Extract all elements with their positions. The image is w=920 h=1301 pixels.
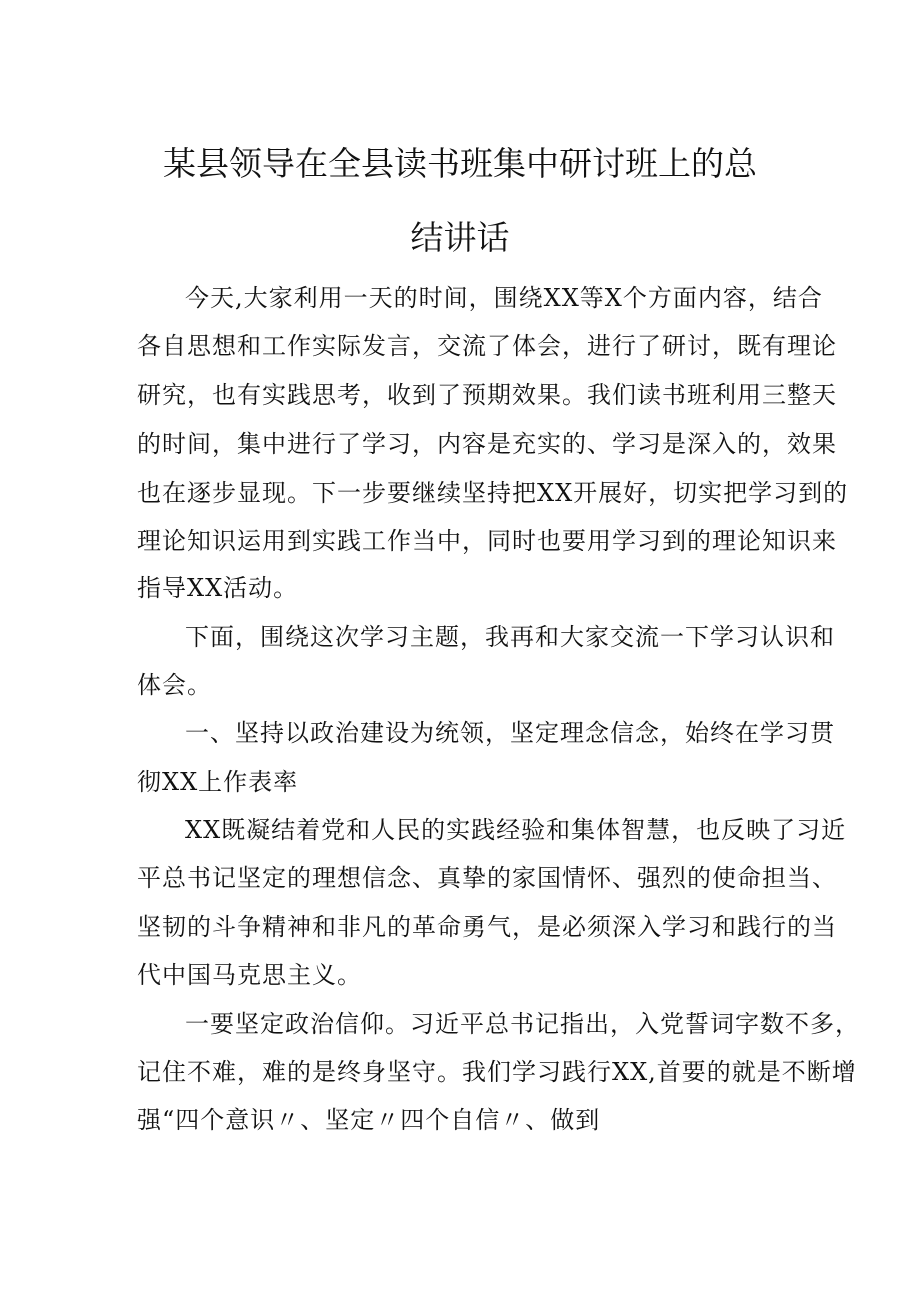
paragraph-2-line-1: 下面，围绕这次学习主题，我再和大家交流一下学习认识和 <box>185 623 835 651</box>
paragraph-4-line-2: 记住不难，难的是终身坚守。我们学习践行XX,首要的就是不断增 <box>137 1058 857 1086</box>
paragraph-3-line-2: 平总书记坚定的理想信念、真挚的家国情怀、强烈的使命担当、 <box>137 864 837 892</box>
document-title-line-2: 结讲话 <box>410 218 510 257</box>
paragraph-3-line-4: 代中国马克思主义。 <box>137 961 362 989</box>
section-heading-1-line-1: 一、坚持以政治建设为统领，坚定理念信念，始终在学习贯 <box>185 719 835 747</box>
paragraph-1-line-5: 也在逐步显现。下一步要继续坚持把XX开展好，切实把学习到的 <box>137 479 849 507</box>
paragraph-3-line-3: 坚韧的斗争精神和非凡的革命勇气，是必须深入学习和践行的当 <box>137 913 837 941</box>
paragraph-1-line-3: 研究，也有实践思考，收到了预期效果。我们读书班利用三整天 <box>137 381 837 409</box>
paragraph-1-line-6: 理论知识运用到实践工作当中，同时也要用学习到的理论知识来 <box>137 527 837 555</box>
paragraph-4-line-3: 强“四个意识〃、坚定〃四个自信〃、做到 <box>137 1106 601 1134</box>
paragraph-2-line-2: 体会。 <box>137 671 212 699</box>
paragraph-1-line-2: 各自思想和工作实际发言，交流了体会，进行了研讨，既有理论 <box>137 332 837 360</box>
section-heading-1-line-2: 彻XX上作表率 <box>137 768 299 796</box>
paragraph-3-line-1: XX既凝结着党和人民的实践经验和集体智慧，也反映了习近 <box>185 816 847 844</box>
paragraph-1-line-1: 今天,大家利用一天的时间，围绕XX等X个方面内容，结合 <box>185 284 823 312</box>
paragraph-4-line-1: 一要坚定政治信仰。习近平总书记指出，入党誓词字数不多， <box>185 1010 860 1038</box>
document-title-line-1: 某县领导在全县读书班集中研讨班上的总 <box>163 144 757 183</box>
paragraph-1-line-4: 的时间，集中进行了学习，内容是充实的、学习是深入的，效果 <box>137 430 837 458</box>
paragraph-1-line-7: 指导XX活动。 <box>137 574 299 602</box>
